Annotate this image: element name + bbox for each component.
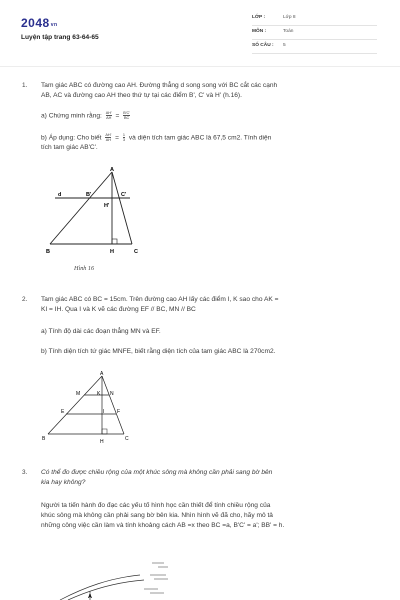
meta-value: Lớp 8 (283, 15, 296, 20)
side-ac (112, 172, 132, 244)
label-c: C (134, 249, 138, 255)
meta-value: Toán (283, 29, 294, 34)
label-c-prime: C' (121, 192, 127, 198)
problem-text-line: những công việc cần làm và tính khoảng cách AB =x theo BC =a, B'C' = a'; BB' = h. (41, 522, 285, 529)
label-a: A (100, 371, 104, 377)
problem-question-line: Có thể đo được chiều rộng của một khúc sông mà không cần phải sang bờ bên (41, 469, 273, 476)
fraction: $\frac{B'C'}{BC}$ (123, 111, 130, 120)
fraction: $\frac{1}{3}$ (122, 133, 125, 142)
problem-number: 3. (22, 469, 28, 476)
label-h: H (110, 249, 114, 255)
label-k: K (97, 391, 101, 397)
label-h: H (100, 439, 104, 445)
label-a: A (110, 167, 114, 173)
meta-row-count (252, 41, 377, 54)
river-figure (40, 545, 220, 600)
meta-label: MÔN : (252, 29, 267, 34)
problem-text-line: khúc sông mà không cần phải sang bờ bên kia. Nhìn hình vẽ đã cho, hãy mô tả (41, 512, 273, 519)
problem-part-a: a) Tính độ dài các đoạn thẳng MN và EF. (41, 328, 161, 335)
label-m: M (76, 391, 81, 397)
label-a: A (88, 594, 92, 600)
problem-text-line: AB, AC và đường cao AH theo thứ tự tại các điểm B', C' và H' (h.16). (41, 92, 242, 99)
problem-text-line: KI = IH. Qua I và K vẽ các đường EF // BC, MN // BC (41, 306, 196, 313)
label-i: I (103, 409, 105, 415)
figure-caption: Hình 16 (74, 265, 95, 272)
right-angle-mark (112, 239, 117, 244)
side-ab (48, 376, 105, 434)
label-b: B (42, 436, 46, 442)
problem-part-a: a) Chứng minh rằng: $\frac{AH'}{AH}$ = $\frac{B'C'}{BC}$ (41, 111, 130, 120)
problem-number: 1. (22, 82, 28, 89)
label-b: B (46, 249, 50, 255)
meta-value: 5 (283, 43, 286, 48)
side-ab (50, 172, 112, 244)
problem-text-line: Người ta tiến hành đo đạc các yếu tố hình học cần thiết để tính chiều rộng của (41, 502, 271, 509)
fraction: $\frac{AH'}{AH}$ (105, 133, 112, 142)
fraction: $\frac{AH'}{AH}$ (105, 111, 112, 120)
problem-part-b: b) Tính diện tích tứ giác MNFE, biết rằng diện tích của tam giác ABC là 270cm2. (41, 348, 276, 355)
header-divider (0, 66, 400, 67)
label-h-prime: H' (104, 203, 110, 209)
label-n: N (110, 391, 114, 397)
right-angle-mark (102, 429, 107, 434)
document-title: Luyện tập trang 63-64-65 (21, 34, 99, 41)
meta-label: SỐ CÂU : (252, 43, 274, 48)
site-logo[interactable]: 2048vn (21, 16, 58, 30)
meta-label: LỚP : (252, 15, 266, 20)
problem-number: 2. (22, 296, 28, 303)
problem-text-line: tích tam giác AB'C'. (41, 144, 98, 151)
side-ac (102, 376, 124, 434)
label-f: F (117, 409, 121, 415)
problem-part-b: b) Áp dụng: Cho biết $\frac{AH'}{AH}$ = $\frac{1}{3}$ và diện tích tam giác ABC là 67,5 cm2. Tính diện (41, 133, 272, 142)
meta-row-class (252, 13, 377, 26)
water-marks (144, 563, 168, 593)
label-d: d (58, 192, 62, 198)
page-header (0, 0, 400, 68)
problem-text-line: Tam giác ABC có đường cao AH. Đường thẳng d song song với BC cắt các cạnh (41, 82, 278, 89)
meta-row-subject (252, 27, 377, 40)
label-b-prime: B' (86, 192, 92, 198)
label-e: E (61, 409, 65, 415)
river-bank-curve (60, 575, 140, 600)
river-bank-curve (68, 580, 144, 600)
label-c: C (125, 436, 129, 442)
triangle-figure-2 (40, 368, 140, 450)
triangle-figure-16 (40, 160, 160, 270)
problem-question-line: kia hay không? (41, 479, 86, 486)
problem-text-line: Tam giác ABC có BC = 15cm. Trên đường cao AH lấy các điểm I, K sao cho AK = (41, 296, 279, 303)
